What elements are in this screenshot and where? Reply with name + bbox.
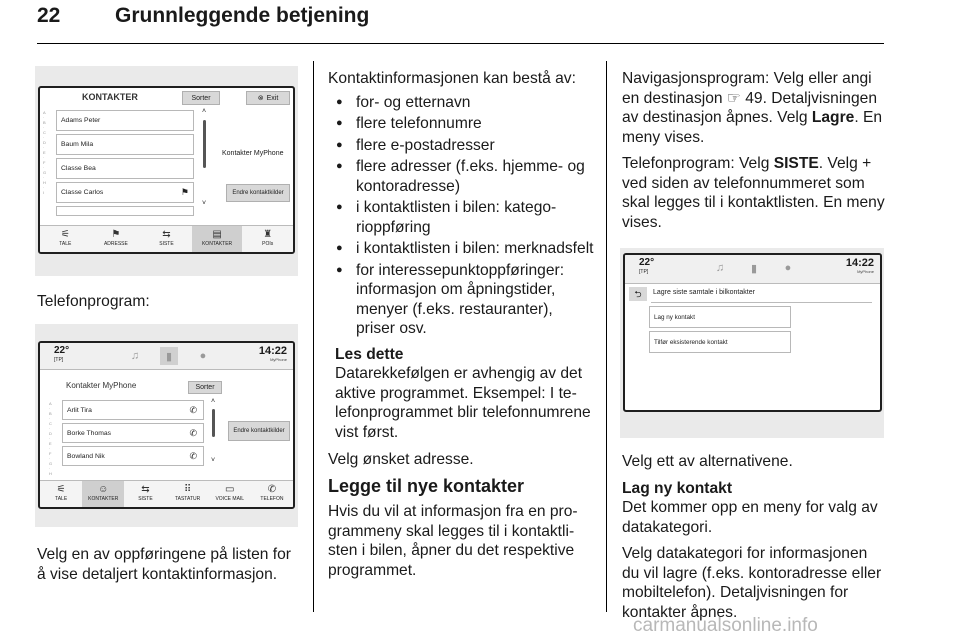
tp-indicator: [TP] [54,357,64,363]
tab-label: ADRESSE [103,241,128,247]
exit-button[interactable] [246,91,290,105]
phone-icon: ✆ [189,404,197,415]
tab-label: SISTE [138,496,153,502]
flag-icon: ⚑ [180,187,189,197]
option1-heading: Lag ny kontakt [622,479,733,497]
tab-pois[interactable] [242,226,293,252]
tab-label: VOICE MAIL [215,496,245,502]
option-new-contact[interactable]: Lag ny kontakt [649,306,791,328]
clock: 14:22 [258,345,287,357]
bullet-item: ● for- og etternavn [328,93,596,113]
contact-name: Classe Carlos [61,189,104,196]
contact-row[interactable] [62,446,204,466]
tab-label: TELEFON [260,496,284,502]
header-rule [37,43,884,44]
nav-text-c: . En meny vises. [622,109,883,146]
keypad-icon: ⠿ [183,484,192,495]
screen-title: Lagre siste samtale i bilkontakter [653,289,755,296]
chevron-down-icon[interactable]: ˅ [211,457,216,464]
nav-app-icon[interactable]: ● [784,262,792,274]
bullet-item: ● flere e-postadresser [328,136,596,156]
poi-icon: ♜ [263,229,273,240]
phone-icon: ✆ [189,450,197,461]
bullet-item: ● i kontaktlisten i bilen: merknadsfelt [328,239,596,259]
chevron-down-icon[interactable]: ˅ [202,200,207,207]
back-icon[interactable]: ⮌ [629,287,647,301]
contact-row[interactable] [62,400,204,420]
nav-app-icon[interactable]: ● [199,350,207,362]
contact-name: Borke Thomas [67,429,112,437]
contact-row[interactable] [56,182,194,203]
temperature: 22° [639,257,655,268]
voice-icon: ⚟ [60,229,70,240]
flag-icon: ⚑ [111,229,121,240]
tab-kontakter[interactable] [82,481,124,507]
tab-label: TALE [59,241,72,247]
screen-frame [38,86,295,254]
page-reference[interactable]: ☞ 49 [726,89,763,107]
phone-app-icon[interactable]: ▮ [160,347,178,365]
side-button-contact-sources[interactable]: Endre kontaktkilder [226,184,290,202]
note-box [328,345,596,443]
chevron-up-icon[interactable]: ˄ [202,108,207,115]
contact-row[interactable]: Classe Bea [56,158,194,179]
bullet-item: ● i kontaktlisten i bilen: kategorioppføring [328,198,596,237]
side-button-contact-sources[interactable]: Endre kontaktkilder [228,421,290,441]
sort-button[interactable]: Sorter [182,91,220,105]
bottom-tab-bar [40,225,293,252]
tab-tale[interactable] [40,481,82,507]
section-heading: Legge til nye kontakter [328,475,525,496]
screen-title: Kontakter MyPhone [66,381,137,390]
chevron-up-icon[interactable]: ˄ [211,398,216,405]
screen-frame [38,341,295,509]
side-button-myphone[interactable]: Kontakter MyPhone [222,150,284,157]
status-bar [40,343,293,370]
recent-keyword: SISTE [773,155,819,172]
status-bar [625,255,880,284]
column-divider [313,61,314,612]
bullet-item: ● flere adresser (f.eks. hjemme- og kontoradresse) [328,157,596,196]
tab-tale[interactable] [40,226,91,252]
page-header [37,4,369,28]
plus-icon: + [862,155,872,172]
tab-label: SISTE [159,241,174,247]
close-icon: ⊗ [257,95,264,102]
scrollbar[interactable] [212,409,215,437]
phone-icon: ✆ [267,484,277,495]
bullet-item: ● flere telefonnumre [328,114,596,134]
tp-indicator: [TP] [639,269,649,275]
tab-label: TASTATUR [174,496,201,502]
phone-icon: ✆ [189,427,197,438]
title-divider [651,302,872,303]
tab-siste[interactable] [141,226,192,252]
contact-row[interactable] [62,423,204,443]
nav-text-a: Navigasjonsprogram: Velg eller angi en destinasjon [622,70,872,107]
tab-label: KONTAKTER [88,496,119,502]
exit-label: Exit [266,94,279,102]
page-title: Grunnleggende betjening [115,4,370,27]
option1-text: Det kommer opp en meny for valg av datakategori. [622,499,878,536]
phone-text-a: Telefonprogram: Velg [622,155,774,172]
myphone-label: MyPhone [270,357,287,362]
option-existing-contact[interactable]: Tilfør eksisterende kontakt [649,331,791,353]
screenshot-contacts-phone [35,324,298,527]
music-icon[interactable]: ♫ [130,350,140,362]
alphabet-index[interactable]: A · B · C · D · E · F · G · H · I [43,110,47,195]
option1-text-2: Velg datakategori for informasjonen du vil lagre (f.eks. kontoradresse eller mobiltelefon). Detaljvisningen for kontakter åpnes. [622,545,882,621]
screenshot-save-call [620,248,884,438]
column-divider [606,61,607,612]
contact-row[interactable]: Baum Mila [56,134,194,155]
nav-program-text [622,69,886,147]
alphabet-index[interactable]: A · B · C · D · E · F · G · H [49,401,53,476]
temperature: 22° [54,345,70,356]
contact-name: Arlit Tira [67,406,92,414]
clock: 14:22 [845,257,874,269]
screenshot-contacts-navigation [35,66,298,276]
tab-tastatur[interactable] [167,481,209,507]
phone-text-c: ved siden av telefonnummeret som skal legges til i kontaktlisten. En meny vises. [622,174,885,231]
page-number: 22 [37,4,61,27]
note-heading: Les dette [335,345,404,363]
choose-text: Velg ett av alternativene. [622,453,793,470]
save-keyword: Lagre [811,109,855,126]
right-column-bottom [622,452,888,629]
bullet-item: ● for interessepunktoppføringer: informasjon om åpningstider, menyer (f.eks. restauranter), priser osv. [328,261,596,339]
tab-label: KONTAKTER [201,241,233,247]
left-caption-phone: Telefonprogram: [37,293,150,310]
voicemail-icon: ▭ [225,484,235,495]
tab-kontakter[interactable] [192,226,243,252]
myphone-label: MyPhone [857,269,874,274]
note-text: Datarekkefølgen er avhengig av det aktive programmet. Eksempel: I telefonprogrammet blir telefonnumrene vist først. [335,365,591,441]
right-column-top [622,69,886,239]
select-address-text: Velg ønsket adresse. [328,451,474,468]
bottom-tab-bar [40,480,293,507]
sort-button[interactable]: Sorter [188,381,222,394]
phone-program-text [622,154,886,232]
phone-text-b: . Velg [818,155,863,172]
tab-siste[interactable] [124,481,166,507]
intro-text: Kontaktinformasjonen kan bestå av: [328,70,576,87]
middle-column [328,69,596,587]
screen-title: KONTAKTER [82,92,138,102]
scrollbar[interactable] [203,120,206,168]
voice-icon: ⚟ [56,484,66,495]
tab-telefon[interactable] [251,481,293,507]
watermark: carmanualsonline.info [633,615,818,636]
contacts-icon: ▤ [212,229,222,240]
nav-text-b: . Detaljvisningen av destinasjon åpnes. Velg [622,89,877,126]
contact-name: Bowland Nik [67,452,105,460]
phone-app-icon[interactable]: ▮ [750,262,758,275]
contact-row[interactable]: Adams Peter [56,110,194,131]
contact-row[interactable] [56,206,194,216]
tab-adresse[interactable] [91,226,142,252]
tab-label: POIs [262,241,274,247]
left-caption-select: Velg en av oppføringene på listen for å vise detaljert kontaktinformasjon. [37,546,291,583]
recent-icon: ⇆ [162,229,171,240]
music-icon[interactable]: ♫ [715,262,725,274]
add-contacts-text: Hvis du vil at informasjon fra en programmeny skal legges til i kontaktlisten i bilen, åpner du det respektive programmet. [328,503,578,579]
screen-frame [623,253,882,412]
contacts-icon: ☺ [98,484,109,495]
tab-label: TALE [55,496,68,502]
recent-icon: ⇆ [141,484,150,495]
tab-voicemail[interactable] [209,481,251,507]
